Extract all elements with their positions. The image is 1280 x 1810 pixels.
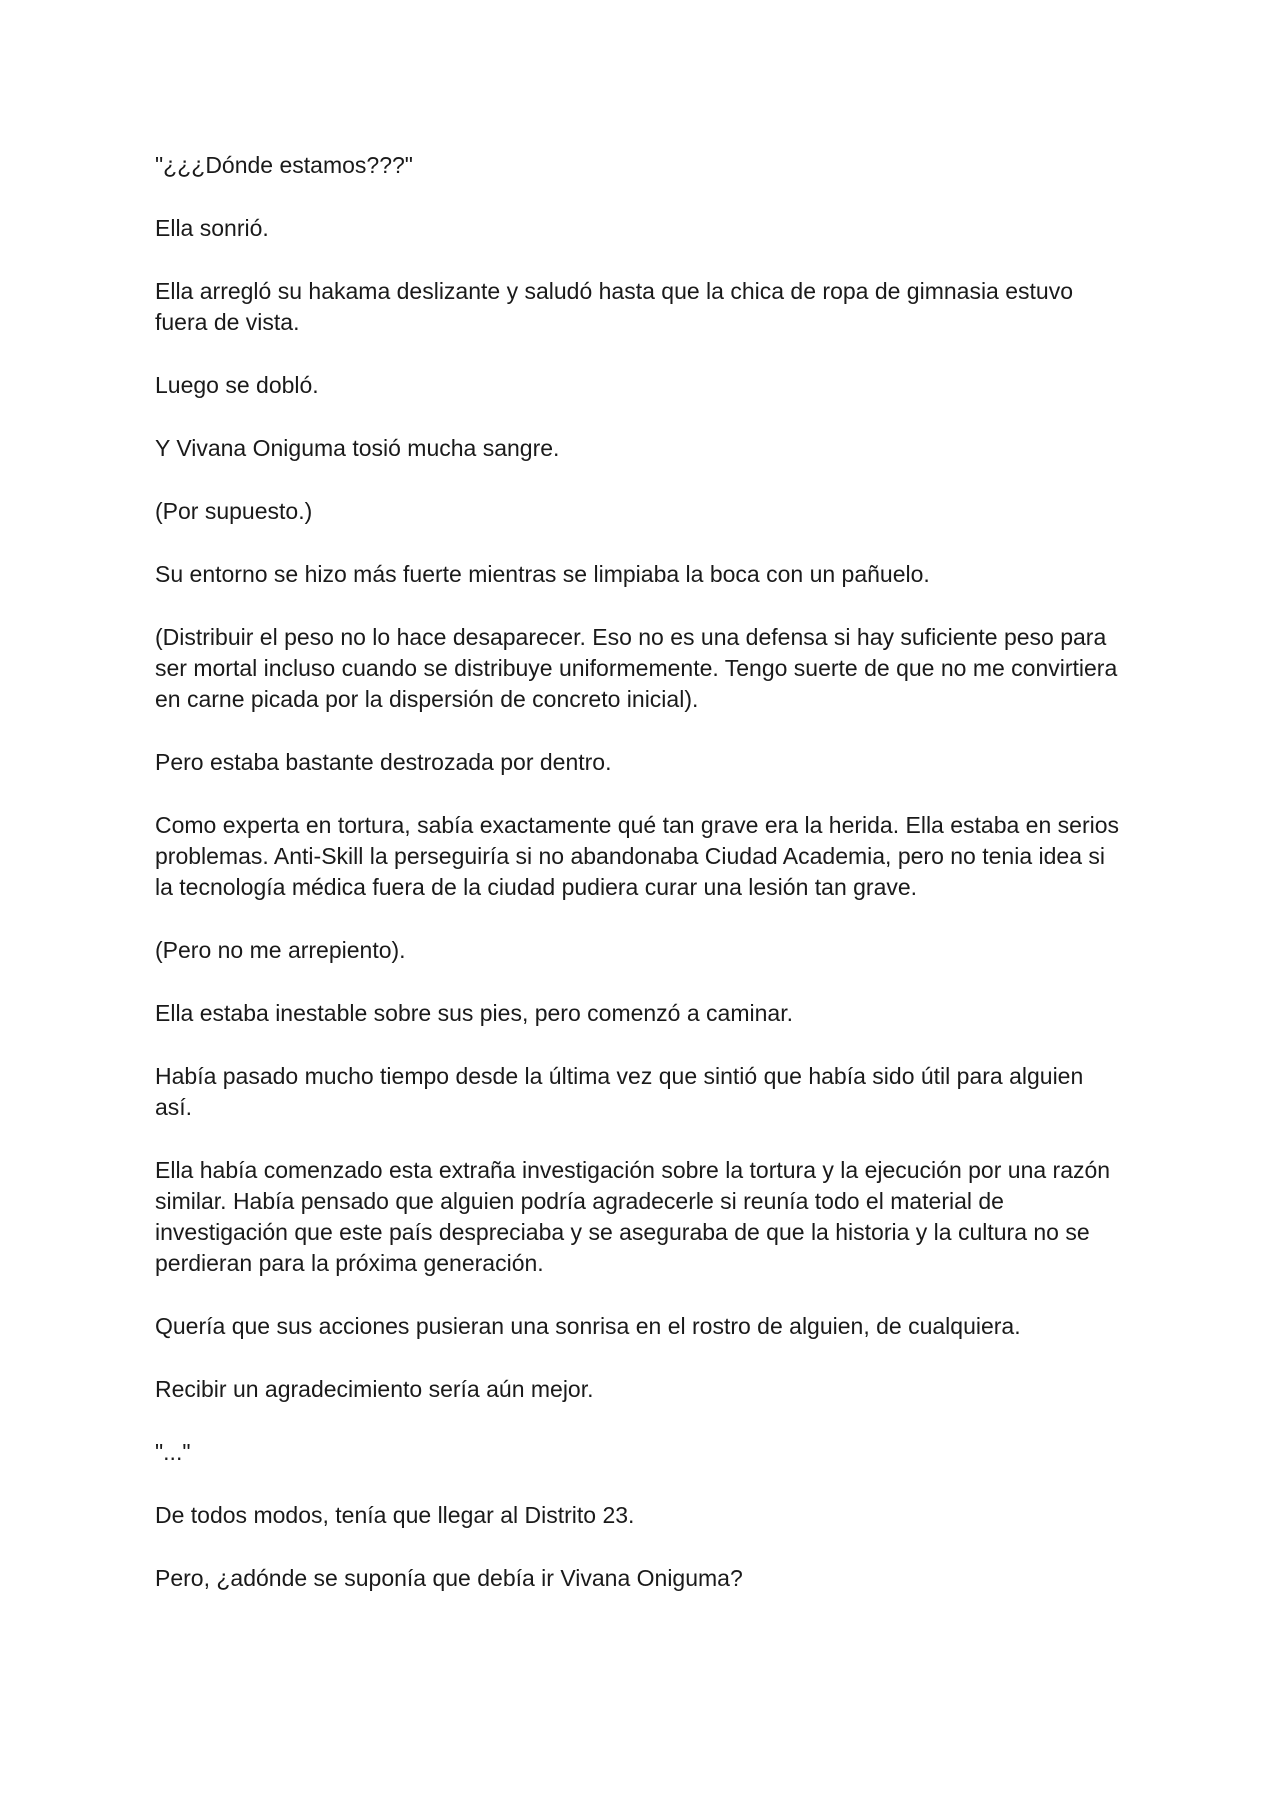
paragraph: De todos modos, tenía que llegar al Distrito 23. bbox=[155, 1502, 635, 1528]
paragraph: Su entorno se hizo más fuerte mientras se limpiaba la boca con un pañuelo. bbox=[155, 561, 930, 587]
paragraph: Ella estaba inestable sobre sus pies, pero comenzó a caminar. bbox=[155, 1000, 793, 1026]
paragraph: Pero estaba bastante destrozada por dentro. bbox=[155, 749, 612, 775]
paragraph: (Por supuesto.) bbox=[155, 498, 313, 524]
document-body bbox=[155, 150, 1125, 1626]
paragraph: "..." bbox=[155, 1439, 191, 1465]
paragraph: "¿¿¿Dónde estamos???" bbox=[155, 152, 413, 178]
paragraph: (Distribuir el peso no lo hace desaparecer. Eso no es una defensa si hay suficiente peso para ser mortal incluso cuando se distribuye uniformemente. Tengo suerte de que no me convirtiera en carne picada por la dispersión de concreto inicial). bbox=[155, 624, 1118, 712]
paragraph: Ella arregló su hakama deslizante y saludó hasta que la chica de ropa de gimnasia estuvo fuera de vista. bbox=[155, 278, 1074, 335]
paragraph: Luego se dobló. bbox=[155, 372, 319, 398]
paragraph: Y Vivana Oniguma tosió mucha sangre. bbox=[155, 435, 560, 461]
paragraph: Recibir un agradecimiento sería aún mejor. bbox=[155, 1376, 594, 1402]
paragraph: Había pasado mucho tiempo desde la última vez que sintió que había sido útil para alguien así. bbox=[155, 1063, 1084, 1120]
paragraph: (Pero no me arrepiento). bbox=[155, 937, 406, 963]
paragraph: Pero, ¿adónde se suponía que debía ir Vivana Oniguma? bbox=[155, 1565, 743, 1591]
paragraph: Como experta en tortura, sabía exactamente qué tan grave era la herida. Ella estaba en serios problemas. Anti-Skill la perseguiría si no abandonaba Ciudad Academia, pero no tenia idea si la tecnología médica fuera de la ciudad pudiera curar una lesión tan grave. bbox=[155, 812, 1120, 900]
paragraph: Ella sonrió. bbox=[155, 215, 269, 241]
paragraph: Quería que sus acciones pusieran una sonrisa en el rostro de alguien, de cualquiera. bbox=[155, 1313, 1021, 1339]
paragraph: Ella había comenzado esta extraña investigación sobre la tortura y la ejecución por una razón similar. Había pensado que alguien podría agradecerle si reunía todo el material de investigación que este país despreciaba y se aseguraba de que la historia y la cultura no se perdieran para la próxima generación. bbox=[155, 1157, 1111, 1276]
